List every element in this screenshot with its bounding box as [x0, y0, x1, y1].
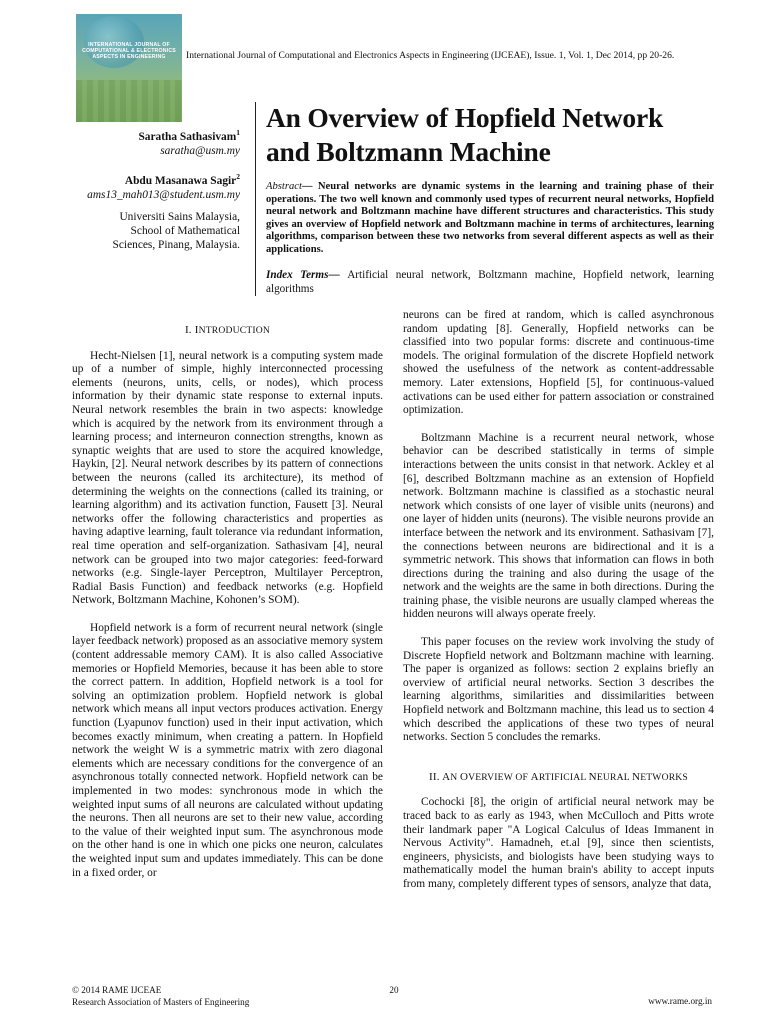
logo-text: INTERNATIONAL JOURNAL OF COMPUTATIONAL & ELECTRONICS ASPECTS IN ENGINEERING — [82, 42, 176, 61]
footer-url[interactable]: www.rame.org.in — [648, 996, 712, 1006]
index-terms-dash: — — [328, 269, 348, 281]
heading-part: EURAL — [596, 771, 633, 783]
title-line: and Boltzmann Machine — [266, 136, 551, 167]
author-1 — [66, 126, 240, 144]
author-email: saratha@usm.my — [160, 144, 240, 157]
author-email: ams13_mah013@student.usm.my — [87, 188, 240, 201]
section-heading — [72, 324, 383, 338]
abstract-text: Neural networks are dynamic systems in the learning and training phase of their operations. The two well known and commonly used types of recurrent neural networks, Hopfield neural network and Boltzmann machine have different structures and characteristics. This study gives an overview of Hopfield network and Boltzmann machine in terms of architectures, learning algorithms, comparison between these two networks from several different aspects as well as their applications. — [266, 181, 714, 255]
abstract — [266, 181, 714, 256]
index-terms — [266, 268, 714, 296]
vertical-divider — [255, 102, 256, 296]
heading-part: N — [588, 770, 597, 783]
paragraph: This paper focuses on the review work involving the study of Discrete Hopfield network and Boltzmann machine with learning. The paper is organized as follows: section 2 explains briefly an overview of artificial neural networks. Section 3 describes the learning algorithms, similarities and dissimilarities between Hopfield network and Boltzmann machine, this lead us to section 4 which described the applications of these two types of neural networks. Section 5 concludes the remarks. — [403, 636, 714, 744]
author-block — [66, 126, 240, 252]
heading-part: A — [442, 770, 451, 783]
abstract-label: Abstract — [266, 181, 302, 192]
section-number: II. — [429, 770, 443, 783]
section-heading — [403, 771, 714, 785]
abstract-dash: — — [301, 181, 318, 192]
title-line: An Overview of Hopfield Network — [266, 102, 664, 133]
heading-part: N — [632, 770, 641, 783]
section-title-rest: NTRODUCTION — [198, 325, 271, 336]
affiliation — [66, 210, 240, 252]
heading-part: VERVIEW OF — [468, 771, 531, 783]
affiliation-line: School of Mathematical — [130, 224, 240, 237]
author-name: Abdu Masanawa Sagir — [124, 174, 237, 187]
logo-band-graphic — [76, 80, 182, 122]
paragraph: Cochocki [8], the origin of artificial neural network may be traced back to as early as 1943, when McCulloch and Pitts wrote their landmark paper "A Logical Calculus of Ideas Immanent in Nervous Activity". Hamadneh, et.al [9], since then scientists, engineers, physicists, and biologists have been studying ways to mathematically model the human brain's ability to accept inputs from many, completely different types of sensors, analyze that data, — [403, 796, 714, 890]
author-sup: 1 — [236, 128, 240, 137]
section-number: I. — [184, 324, 195, 336]
right-column — [403, 309, 714, 892]
heading-part: N — [450, 771, 460, 783]
author-2 — [66, 170, 240, 188]
footer-org: Research Association of Masters of Engineering — [72, 996, 250, 1007]
heading-part: O — [459, 770, 469, 783]
affiliation-line: Sciences, Pinang, Malaysia. — [112, 238, 240, 251]
paragraph: Hecht-Nielsen [1], neural network is a computing system made up of a number of simple, highly interconnected processing elements (neurons, units, cells, or nodes), which process information by their dynamic state response to external inputs. Neural network resembles the brain in two aspects: knowledge which is acquired by the network from its environment through a learning process; and interneuron connection strengths, known as synaptic weights that are used to store the acquired knowledge, Haykin, [2]. Neural network describes by its pattern of connections between the neurons (called its architecture), its method of determining the weights on the connections (called its training, or learning algorithm) and its activation function, Fausett [3]. Neural networks offer the following characteristics and properties as having adaptive learning, fault tolerance via redundant information, real time operation and self-organization. Sathasivam [4], neural network can be grouped into two major categories: feed-forward networks (e.g. Single-layer Perceptron, Multilayer Perceptron, Radial Basis Function) and feedback networks (e.g. Hopfield Network, Boltzmann Machine, Kohonen’s SOM). — [72, 349, 383, 607]
left-column — [72, 324, 383, 880]
heading-part: ETWORKS — [640, 771, 688, 783]
page-number: 20 — [389, 985, 399, 995]
paragraph: Boltzmann Machine is a recurrent neural network, whose behavior can be described statistically in terms of simple interactions between the units consist in that network. Ackley et al [6], described Boltzmann machine as an extension of Hopfield network. Boltzmann machine is classified as a stochastic neural network which consists of one layer of visible units (neurons) and one layer of hidden units (neurons). The visible neurons provide an interface between the network and its environment. Sathasivam [7], the connections between neurons are bidirectional and it is a symmetric network. This shows that information can flows in both directions during the training and also during the usage of the network and the weights are the same in both directions. During the training phase, the visible neurons are usually clamped whereas the hidden neurons will always operate freely. — [403, 431, 714, 621]
index-terms-label: Index Terms — [266, 269, 329, 281]
journal-header: International Journal of Computational and Electronics Aspects in Engineering (IJCEAE), Issue. 1, Vol. 1, Dec 2014, pp 20-26. — [186, 50, 675, 61]
heading-part: A — [530, 770, 539, 783]
journal-logo — [76, 14, 182, 122]
paragraph: neurons can be fired at random, which is called asynchronous random updating [8]. Generally, Hopfield networks can be classified into two popular forms: discrete and continuous-time models. The original formulation of the discrete Hopfield network showed the usefulness of the network as content-addressable memory. Later extensions, Hopfield [5], for continuous-valued activations can be used either for pattern association or constrained optimization. — [403, 309, 714, 417]
index-terms-text: Artificial neural network, Boltzmann machine, Hopfield network, learning algorithms — [266, 269, 715, 295]
author-name: Saratha Sathasivam — [138, 130, 237, 143]
paragraph: Hopfield network is a form of recurrent neural network (single layer feedback network) proposed as an associative memory system (content addressable memory CAM). It is also called Associative memories or Hopfield Memories, because it has been able to store the correct pattern. In addition, Hopfield network is a tool for solving an optimization problem. Hopfield network is global network which means all input vectors produces activation. Energy function (Lyapunov function) used in their input activation, which becomes exactly minimum, when creating a pattern. In Hopfield network the weight W is a symmetric matrix with zero diagonal elements which are necessary conditions for the convergence of an asynchronous totally connected network. Hopfield network can be implemented in two modes: synchronous mode in which the weighted input sums of all neurons are calculated without updating the neurons. Then all neurons are set to their new value, according to the value of their weighted input sum. The asynchronous mode on the other hand is one in which one picks one neuron, calculates the weighted input sum and updates immediately. This can be done in a fixed order, or — [72, 621, 383, 879]
affiliation-line: Universiti Sains Malaysia, — [119, 210, 240, 223]
heading-part: RTIFICIAL — [538, 771, 589, 783]
footer-copyright: © 2014 RAME IJCEAE — [72, 985, 162, 995]
section-initial: I — [194, 324, 199, 336]
footer-left — [72, 985, 249, 1008]
paper-title — [266, 101, 726, 169]
author-sup: 2 — [236, 171, 240, 181]
